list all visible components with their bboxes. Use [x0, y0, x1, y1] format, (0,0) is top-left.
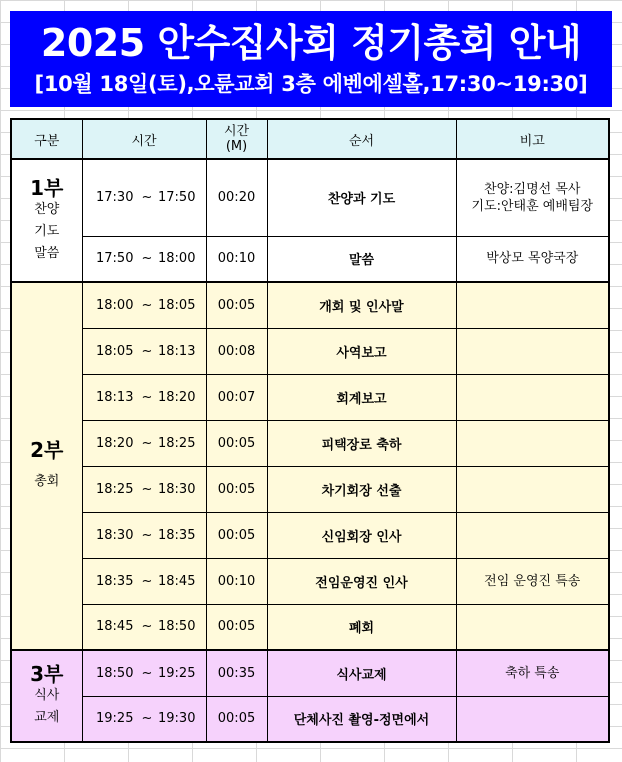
duration: 00:05 [206, 282, 267, 328]
end-time: 18:00 [158, 251, 196, 267]
time-separator: ~ [141, 190, 153, 206]
note [456, 604, 609, 650]
section-2 [11, 282, 609, 650]
start-time: 18:00 [96, 297, 134, 313]
end-time: 18:05 [158, 297, 196, 313]
end-time: 18:35 [158, 527, 196, 543]
time-separator: ~ [141, 665, 153, 681]
section-line: 식사 [34, 688, 60, 703]
agenda-item: 개회 및 인사말 [267, 282, 456, 328]
duration: 00:10 [206, 236, 267, 282]
time-separator: ~ [141, 251, 153, 267]
time-range [82, 650, 206, 696]
note [456, 159, 609, 236]
schedule-table [10, 118, 610, 743]
section-1 [11, 159, 609, 282]
time-range [82, 604, 206, 650]
end-time: 18:50 [158, 619, 196, 635]
time-separator: ~ [141, 619, 153, 635]
time-range [82, 558, 206, 604]
page-subtitle: [10월 18일(토),오륜교회 3층 에벤에셀홀,17:30~19:30] [34, 72, 588, 96]
time-separator: ~ [141, 389, 153, 405]
agenda-item: 말씀 [267, 236, 456, 282]
duration: 00:20 [206, 159, 267, 236]
col-header-note: 비고 [456, 119, 609, 159]
end-time: 18:25 [158, 435, 196, 451]
duration: 00:05 [206, 466, 267, 512]
agenda-item: 전임운영진 인사 [267, 558, 456, 604]
start-time: 17:30 [96, 190, 134, 206]
start-time: 18:35 [96, 573, 134, 589]
note [456, 558, 609, 604]
table-row [11, 512, 609, 558]
table-row [11, 466, 609, 512]
start-time: 18:13 [96, 389, 134, 405]
time-separator: ~ [141, 343, 153, 359]
section-number: 3부 [30, 662, 64, 686]
col-header-duration-line2: (M) [225, 139, 248, 154]
table-row [11, 236, 609, 282]
note [456, 374, 609, 420]
col-header-duration [206, 119, 267, 159]
duration: 00:07 [206, 374, 267, 420]
start-time: 17:50 [96, 251, 134, 267]
time-separator: ~ [141, 527, 153, 543]
time-range [82, 374, 206, 420]
table-row [11, 159, 609, 236]
note-line: 찬양:김명선 목사 [484, 181, 581, 197]
start-time: 18:05 [96, 343, 134, 359]
col-header-category: 구분 [11, 119, 82, 159]
page-title: 2025 안수집사회 정기총회 안내 [40, 21, 582, 65]
agenda-item: 식사교제 [267, 650, 456, 696]
table-row [11, 696, 609, 742]
time-range [82, 328, 206, 374]
section-number: 2부 [30, 438, 64, 462]
table-row [11, 558, 609, 604]
note-line: 축하 특송 [505, 665, 560, 681]
end-time: 19:25 [158, 665, 196, 681]
end-time: 18:45 [158, 573, 196, 589]
section-line: 기도 [34, 223, 60, 239]
time-range [82, 512, 206, 558]
note [456, 420, 609, 466]
table-row [11, 282, 609, 328]
agenda-item: 사역보고 [267, 328, 456, 374]
title-banner [10, 11, 612, 107]
time-separator: ~ [141, 435, 153, 451]
start-time: 18:30 [96, 527, 134, 543]
duration: 00:05 [206, 512, 267, 558]
duration: 00:05 [206, 420, 267, 466]
section-label [11, 282, 82, 650]
agenda-item: 회계보고 [267, 374, 456, 420]
time-range [82, 420, 206, 466]
note-line: 전임 운영진 특송 [484, 573, 581, 589]
note-line: 박상모 목양국장 [486, 251, 579, 267]
end-time: 19:30 [158, 711, 196, 727]
note [456, 466, 609, 512]
table-row [11, 420, 609, 466]
duration: 00:08 [206, 328, 267, 374]
start-time: 18:25 [96, 481, 134, 497]
start-time: 18:20 [96, 435, 134, 451]
agenda-item: 폐회 [267, 604, 456, 650]
end-time: 18:30 [158, 481, 196, 497]
time-range [82, 236, 206, 282]
start-time: 18:50 [96, 665, 134, 681]
table-row [11, 328, 609, 374]
note [456, 696, 609, 742]
note-line: 기도:안태훈 예배팀장 [471, 198, 594, 214]
section-line: 찬양 [34, 201, 60, 217]
note [456, 282, 609, 328]
end-time: 17:50 [158, 190, 196, 206]
section-line: 말씀 [34, 245, 60, 261]
section-line: 교제 [34, 710, 60, 725]
time-range [82, 282, 206, 328]
section-label [11, 650, 82, 742]
time-range [82, 159, 206, 236]
agenda-item: 찬양과 기도 [267, 159, 456, 236]
header-row [11, 119, 609, 159]
agenda-item: 단체사진 촬영-정면에서 [267, 696, 456, 742]
start-time: 18:45 [96, 619, 134, 635]
duration: 00:05 [206, 604, 267, 650]
time-separator: ~ [141, 297, 153, 313]
section-3 [11, 650, 609, 742]
note [456, 328, 609, 374]
section-line: 총회 [34, 474, 60, 489]
table-row [11, 604, 609, 650]
time-range [82, 466, 206, 512]
section-number: 1부 [30, 175, 64, 200]
end-time: 18:20 [158, 389, 196, 405]
agenda-item: 피택장로 축하 [267, 420, 456, 466]
col-header-time: 시간 [82, 119, 206, 159]
start-time: 19:25 [96, 711, 134, 727]
duration: 00:35 [206, 650, 267, 696]
table-row [11, 374, 609, 420]
time-separator: ~ [141, 573, 153, 589]
agenda-item: 차기회장 선출 [267, 466, 456, 512]
col-header-duration-line1: 시간 [223, 124, 250, 139]
col-header-order: 순서 [267, 119, 456, 159]
duration: 00:10 [206, 558, 267, 604]
duration: 00:05 [206, 696, 267, 742]
time-separator: ~ [141, 711, 153, 727]
note [456, 650, 609, 696]
note [456, 512, 609, 558]
agenda-item: 신임회장 인사 [267, 512, 456, 558]
time-range [82, 696, 206, 742]
table-row [11, 650, 609, 696]
end-time: 18:13 [158, 343, 196, 359]
section-label [11, 159, 82, 282]
note [456, 236, 609, 282]
time-separator: ~ [141, 481, 153, 497]
